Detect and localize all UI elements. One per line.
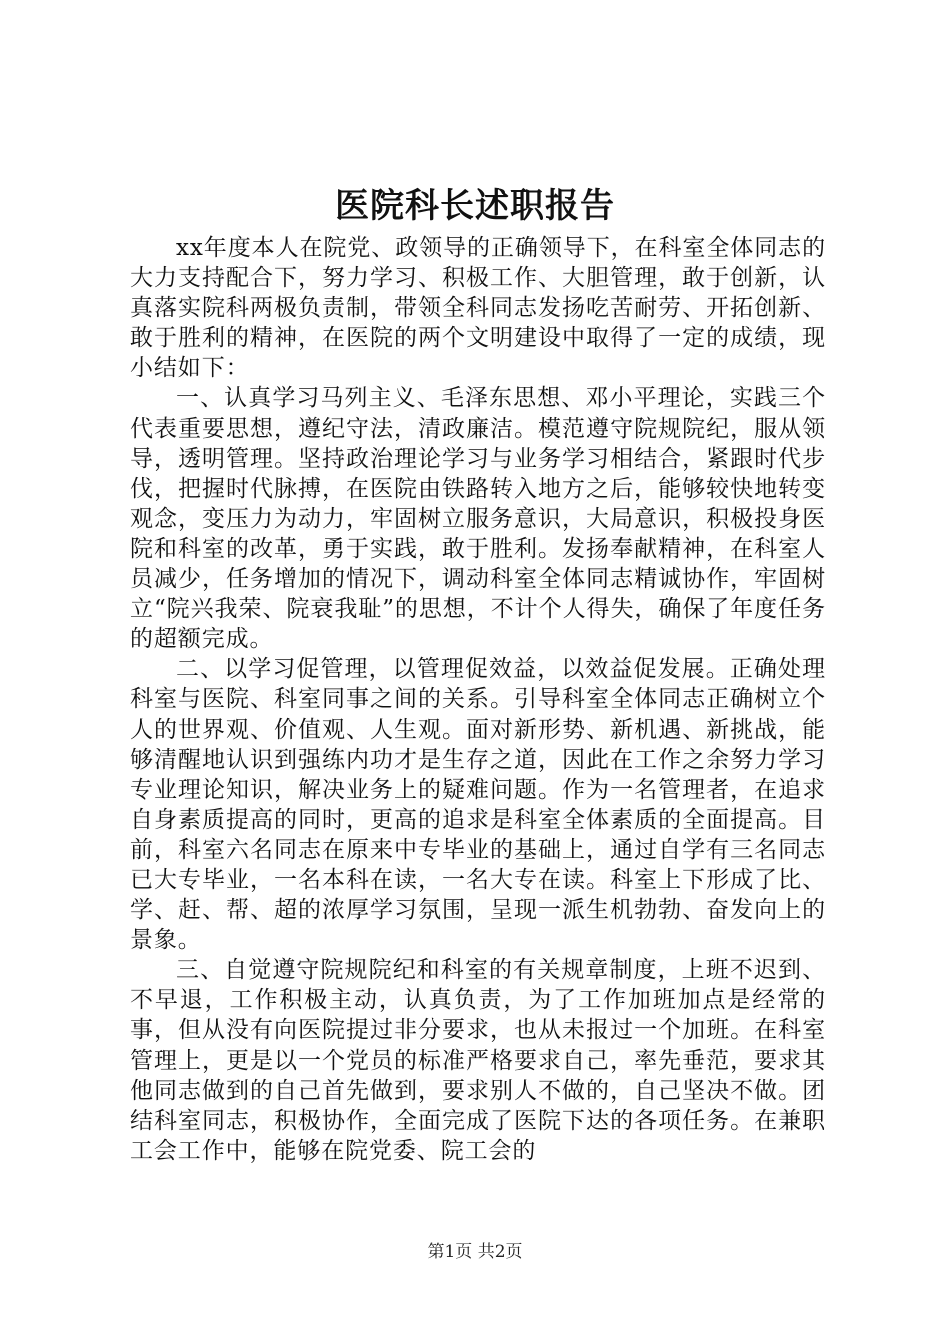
document-title: 医院科长述职报告 bbox=[335, 186, 615, 226]
paragraph-section-3: 三、自觉遵守院规院纪和科室的有关规章制度，上班不迟到、不早退，工作积极主动，认真负责，为了工作加班加点是经常的事，但从没有向医院提过非分要求，也从未报过一个加班。在科室管理上，更是以一个党员的标准严格要求自己，率先垂范，要求其他同志做到的自己首先做到，要求别人不做的，自己坚决不做。团结科室同志，积极协作，全面完成了医院下达的各项任务。在兼职工会工作中，能够在院党委、院工会的 bbox=[130, 957, 826, 1164]
paragraph-section-2: 二、以学习促管理，以管理促效益，以效益促发展。正确处理科室与医院、科室同事之间的关系。引导科室全体同志正确树立个人的世界观、价值观、人生观。面对新形势、新机遇、新挑战，能够清醒地认识到强练内功才是生存之道，因此在工作之余努力学习专业理论知识，解决业务上的疑难问题。作为一名管理者，在追求自身素质提高的同时，更高的追求是科室全体素质的全面提高。目前，科室六名同志在原来中专毕业的基础上，通过自学有三名同志已大专毕业，一名本科在读，一名大专在读。科室上下形成了比、学、赶、帮、超的浓厚学习氛围，呈现一派生机勃勃、奋发向上的景象。 bbox=[130, 656, 826, 954]
page-footer: 第1页 共2页 bbox=[427, 1242, 523, 1262]
paragraph-intro: xx年度本人在院党、政领导的正确领导下，在科室全体同志的大力支持配合下，努力学习、积极工作、大胆管理，敢于创新，认真落实院科两极负责制，带领全科同志发扬吃苦耐劳、开拓创新、敢于胜利的精神，在医院的两个文明建设中取得了一定的成绩，现小结如下： bbox=[130, 235, 826, 382]
document-body bbox=[130, 233, 826, 1166]
paragraph-section-1: 一、认真学习马列主义、毛泽东思想、邓小平理论，实践三个代表重要思想，遵纪守法，清政廉洁。模范遵守院规院纪，服从领导，透明管理。坚持政治理论学习与业务学习相结合，紧跟时代步伐，把握时代脉搏，在医院由铁路转入地方之后，能够较快地转变观念，变压力为动力，牢固树立服务意识，大局意识，积极投身医院和科室的改革，勇于实践，敢于胜利。发扬奉献精神，在科室人员减少，任务增加的情况下，调动科室全体同志精诚协作，牢固树立“院兴我荣、院衰我耻”的思想，不计个人得失，确保了年度任务的超额完成。 bbox=[130, 385, 826, 653]
